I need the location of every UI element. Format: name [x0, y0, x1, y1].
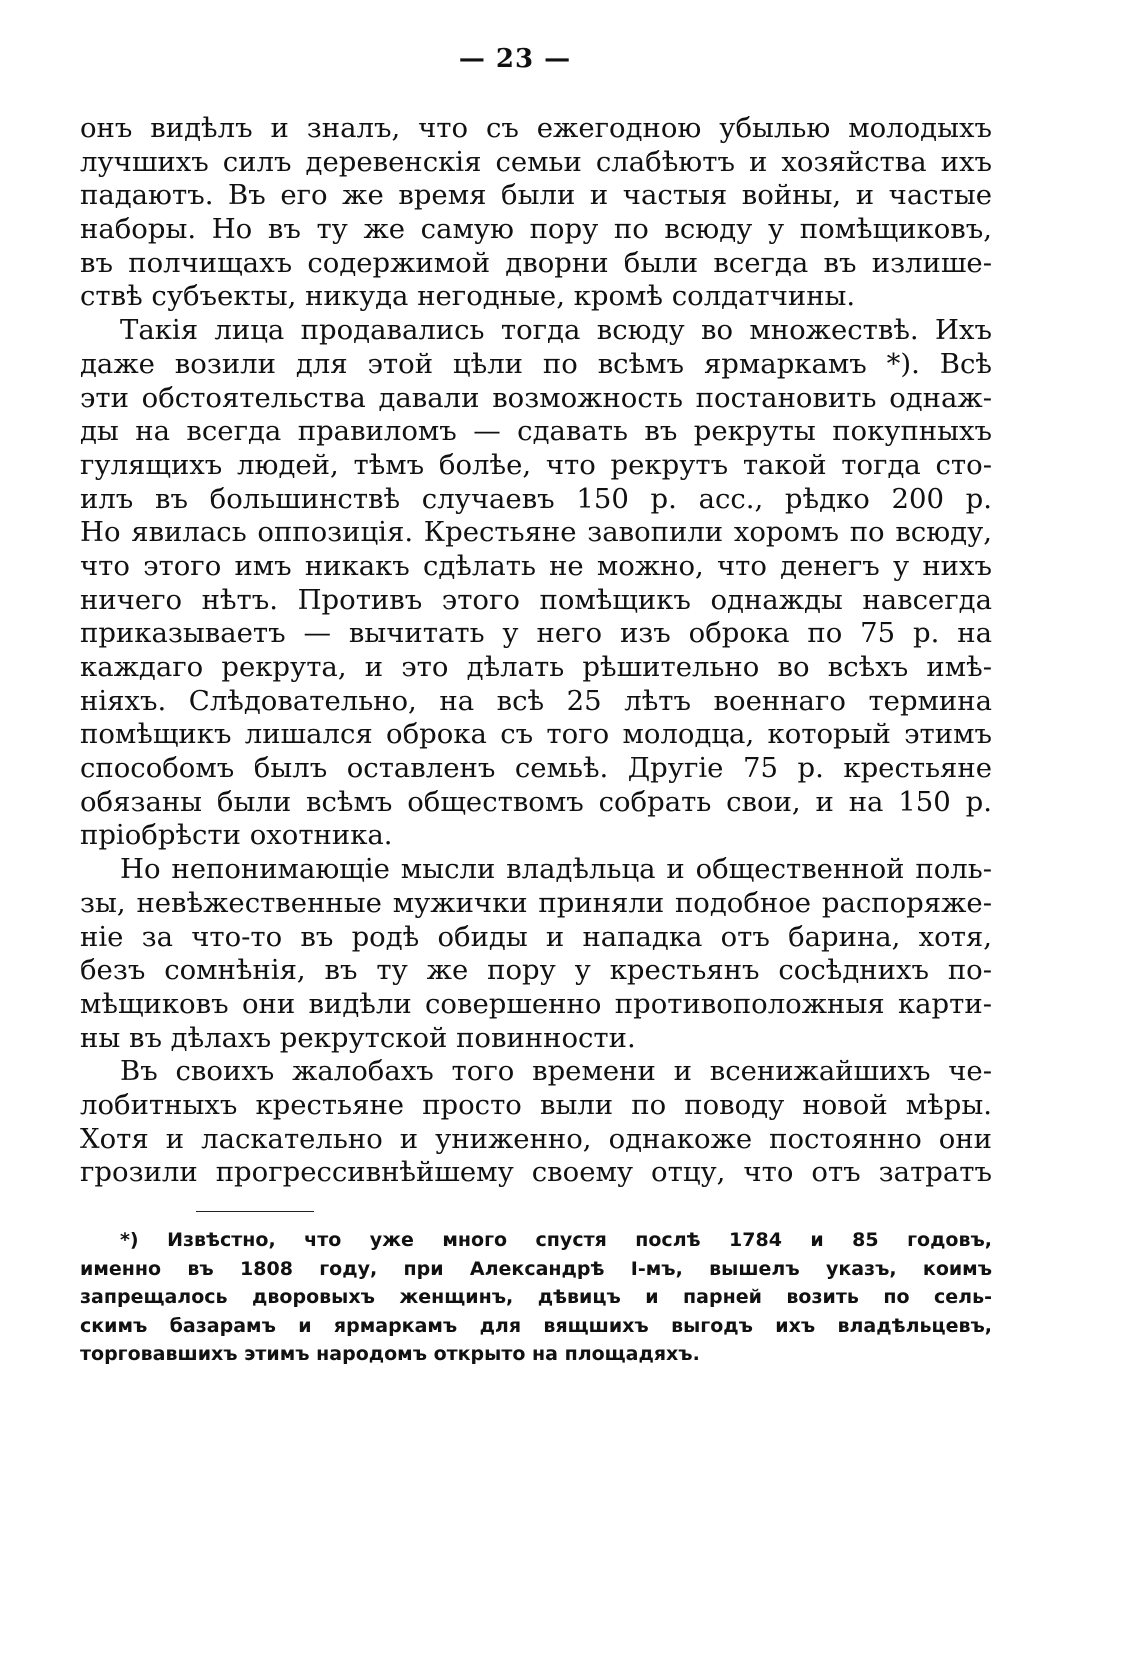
- text-line: мѣщиковъ они видѣли совершенно противоположныя карти-: [80, 987, 992, 1020]
- text-line: пріобрѣсти охотника.: [80, 819, 393, 852]
- text-line: безъ сомнѣнія, въ ту же пору у крестьянъ сосѣднихъ по-: [80, 954, 992, 987]
- footnote: [80, 1226, 992, 1369]
- text-line: ны въ дѣлахъ рекрутской повинности.: [80, 1021, 636, 1054]
- text-line: ніе за что-то въ родѣ обиды и нападка отъ барина, хотя,: [80, 920, 992, 953]
- text-line: наборы. Но въ ту же самую пору по всюду у помѣщиковъ,: [80, 213, 992, 246]
- paragraph: [80, 1055, 992, 1190]
- text-line: способомъ былъ оставленъ семьѣ. Другіе 75 р. крестьяне: [80, 752, 992, 785]
- text-line: Но непонимающіе мысли владѣльца и общественной поль-: [120, 853, 992, 886]
- text-line: каждаго рекрута, и это дѣлать рѣшительно во всѣхъ имѣ-: [80, 651, 992, 683]
- footnote-line: скимъ базарамъ и ярмаркамъ для вящшихъ выгодъ ихъ владѣльцевъ,: [80, 1314, 992, 1337]
- text-line: въ полчищахъ содержимой дворни были всегда въ излише-: [80, 246, 992, 279]
- footnote-line: *) Извѣстно, что уже много спустя послѣ 1784 и 85 годовъ,: [120, 1229, 992, 1251]
- text-line: гулящихъ людей, тѣмъ болѣе, что рекрутъ такой тогда сто-: [80, 448, 992, 481]
- text-line: ствѣ субъекты, никуда негодные, кромѣ солдатчины.: [80, 280, 856, 313]
- paragraph: [80, 112, 992, 314]
- text-line: Въ своихъ жалобахъ того времени и всенижайшихъ че-: [120, 1055, 992, 1088]
- footnote-line: запрещалось дворовыхъ женщинъ, дѣвицъ и парней возить по сель-: [80, 1286, 992, 1308]
- paragraph: [80, 314, 992, 853]
- text-line: лобитныхъ крестьяне просто выли по поводу новой мѣры.: [80, 1088, 992, 1121]
- text-line: лучшихъ силъ деревенскія семьи слабѣютъ и хозяйства ихъ: [80, 145, 992, 178]
- text-line: Хотя и ласкательно и униженно, однакоже постоянно они: [80, 1122, 992, 1155]
- footnote-line: именно въ 1808 году, при Александрѣ I-мъ, вышелъ указъ, коимъ: [80, 1257, 992, 1280]
- text-line: помѣщикъ лишался оброка съ того молодца, который этимъ: [80, 718, 992, 751]
- page-number: — 23 —: [458, 44, 572, 74]
- text-line: илъ въ большинствѣ случаевъ 150 р. асс., рѣдко 200 р.: [80, 482, 992, 515]
- text-line: Такія лица продавались тогда всюду во множествѣ. Ихъ: [120, 314, 992, 347]
- paragraph: [80, 853, 992, 1055]
- footnote-line: торговавшихъ этимъ народомъ открыто на площадяхъ.: [80, 1343, 700, 1365]
- text-line: эти обстоятельства давали возможность постановить однаж-: [80, 381, 992, 414]
- text-line: приказываетъ — вычитать у него изъ оброка по 75 р. на: [80, 617, 992, 650]
- text-line: грозили прогрессивнѣйшему своему отцу, что отъ затратъ: [80, 1156, 992, 1189]
- text-line: даже возили для этой цѣли по всѣмъ ярмаркамъ *). Всѣ: [80, 347, 992, 380]
- body-text: [80, 112, 992, 1190]
- text-line: обязаны были всѣмъ обществомъ собрать свои, и на 150 р.: [80, 785, 992, 818]
- text-line: что этого имъ никакъ сдѣлать не можно, что денегъ у нихъ: [80, 549, 992, 582]
- text-line: Но явилась оппозиція. Крестьяне завопили хоромъ по всюду,: [80, 516, 992, 549]
- text-line: падаютъ. Въ его же время были и частыя войны, и частые: [80, 179, 992, 212]
- text-line: онъ видѣлъ и зналъ, что съ ежегодною убылью молодыхъ: [80, 112, 992, 144]
- footnote-divider: [196, 1211, 314, 1212]
- text-line: ничего нѣтъ. Противъ этого помѣщикъ однажды навсегда: [80, 583, 992, 616]
- text-line: ніяхъ. Слѣдовательно, на всѣ 25 лѣтъ военнаго термина: [80, 684, 992, 717]
- text-line: зы, невѣжественные мужички приняли подобное распоряже-: [80, 886, 992, 919]
- text-line: ды на всегда правиломъ — сдавать въ рекруты покупныхъ: [80, 415, 992, 448]
